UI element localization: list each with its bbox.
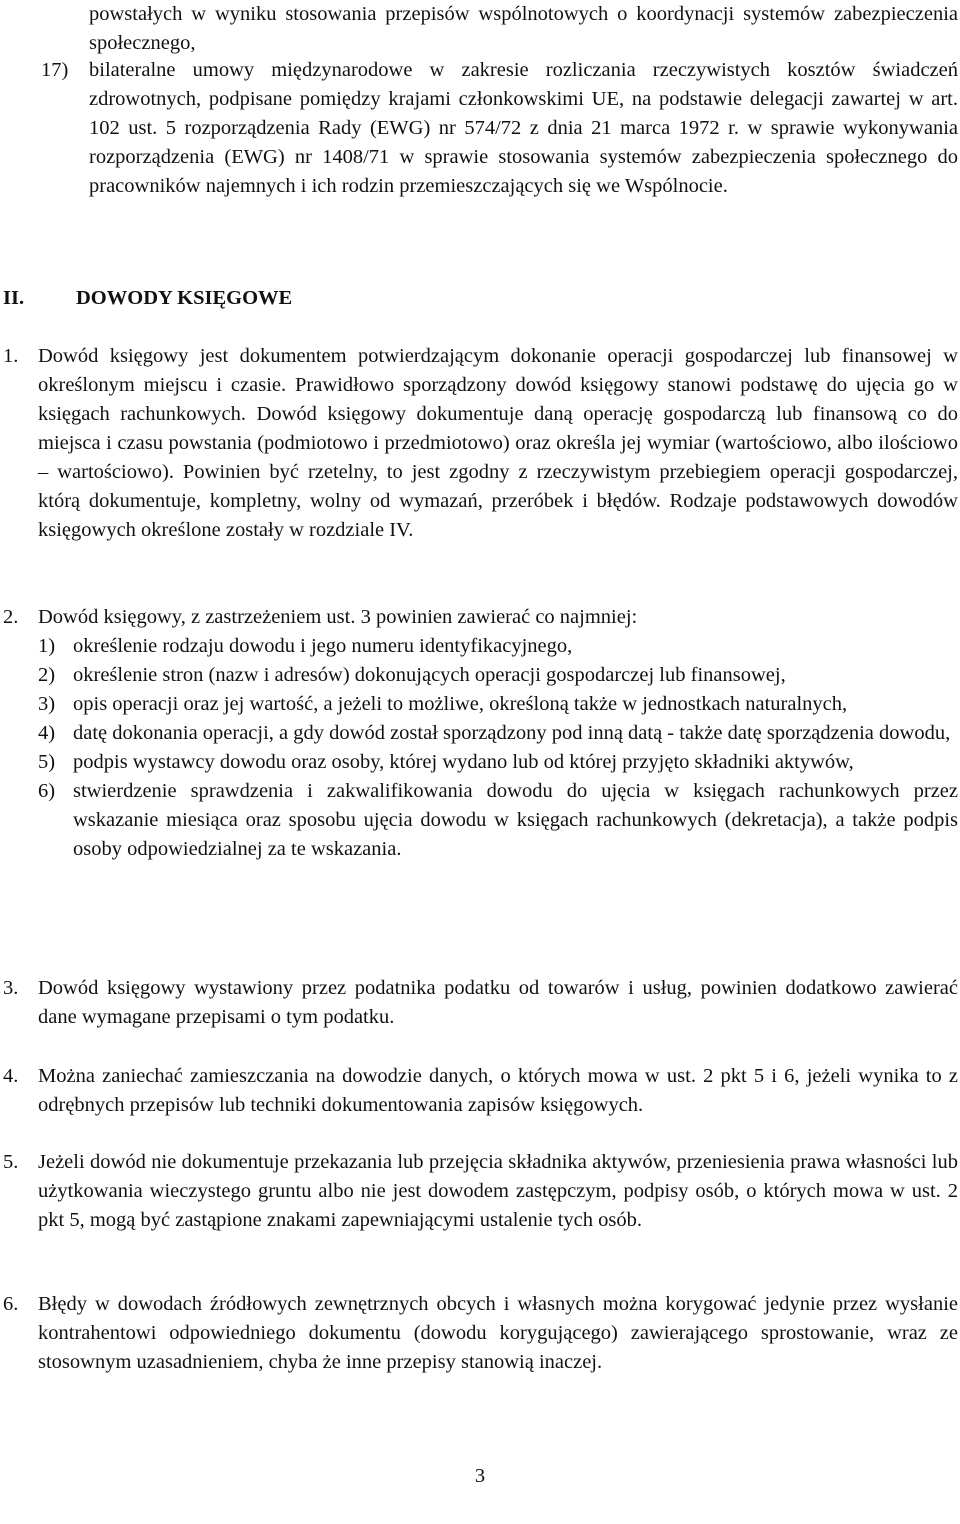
- paragraph-3: [3, 974, 958, 1032]
- list-item-text: podpis wystawcy dowodu oraz osoby, której wydano lub od której przyjęto składniki aktywów,: [73, 751, 854, 773]
- list-item: [38, 632, 958, 661]
- list-item: [38, 690, 958, 719]
- list-item-number: 5): [38, 751, 56, 773]
- section-heading: [3, 284, 292, 313]
- list-item-text: bilateralne umowy międzynarodowe w zakresie rozliczania rzeczywistych kosztów świadczeń zdrowotnych, podpisane pomiędzy krajami członkowskimi UE, na podstawie delegacji zawartej w art. 102 ust. 5 rozporządzenia Rady (EWG) nr 574/72 z dnia 21 marca 1972 r. w sprawie wykonywania rozporządzenia (EWG) nr 1408/71 w sprawie stosowania systemów zabezpieczenia społecznego do pracowników najemnych i ich rodzin przemieszczających się we Wspólnocie.: [89, 59, 958, 197]
- requirements-list: [38, 632, 958, 864]
- list-item-number: 1): [38, 635, 56, 657]
- section-title: DOWODY KSIĘGOWE: [76, 287, 293, 309]
- continuation-text: powstałych w wyniku stosowania przepisów wspólnotowych o koordynacji systemów zabezpieczenia społecznego,: [89, 3, 958, 54]
- paragraph-number: 3.: [3, 977, 19, 999]
- paragraph-text: Dowód księgowy, z zastrzeżeniem ust. 3 powinien zawierać co najmniej:: [38, 606, 638, 628]
- list-item-text: określenie stron (nazw i adresów) dokonujących operacji gospodarczej lub finansowej,: [73, 664, 786, 686]
- paragraph-4: [3, 1062, 958, 1120]
- list-item-text: datę dokonania operacji, a gdy dowód został sporządzony pod inną datą - także datę sporządzenia dowodu,: [73, 722, 951, 744]
- paragraph-5: [3, 1148, 958, 1235]
- list-item: [38, 777, 958, 864]
- list-item-number: 4): [38, 722, 56, 744]
- paragraph-text: Dowód księgowy jest dokumentem potwierdzającym dokonanie operacji gospodarczej lub finansowej w określonym miejscu i czasie. Prawidłowo sporządzony dowód księgowy stanowi podstawę do ujęcia go w księgach rachunkowych. Dowód księgowy dokumentuje daną operację gospodarczą lub finansową co do miejsca i czasu powstania (podmiotowo i przedmiotowo) oraz określa jej wymiar (wartościowo, albo ilościowo – wartościowo). Powinien być rzetelny, to jest zgodny z rzeczywistym przebiegiem operacji gospodarczej, którą dokumentuje, kompletny, wolny od wymazań, przeróbek i błędów. Rodzaje podstawowych dowodów księgowych określone zostały w rozdziale IV.: [38, 345, 958, 541]
- list-item-number: 2): [38, 664, 56, 686]
- list-item-text: opis operacji oraz jej wartość, a jeżeli to możliwe, określoną także w jednostkach naturalnych,: [73, 693, 848, 715]
- paragraph-2: [3, 603, 958, 632]
- paragraph-text: Błędy w dowodach źródłowych zewnętrznych obcych i własnych można korygować jedynie przez wysłanie kontrahentowi odpowiedniego dokumentu (dowodu korygującego) zawierającego sprostowanie, wraz ze stosownym uzasadnieniem, chyba że inne przepisy stanowią inaczej.: [38, 1293, 958, 1373]
- list-item-number: 6): [38, 780, 56, 802]
- paragraph-number: 1.: [3, 345, 19, 367]
- paragraph-text: Dowód księgowy wystawiony przez podatnika podatku od towarów i usług, powinien dodatkowo zawierać dane wymagane przepisami o tym podatku.: [38, 977, 958, 1028]
- section-number: II.: [3, 287, 25, 309]
- list-item-17: [41, 56, 958, 201]
- paragraph-number: 5.: [3, 1151, 19, 1173]
- paragraph-text: Można zaniechać zamieszczania na dowodzie danych, o których mowa w ust. 2 pkt 5 i 6, jeżeli wynika to z odrębnych przepisów lub techniki dokumentowania zapisów księgowych.: [38, 1065, 958, 1116]
- list-item: [38, 719, 958, 748]
- list-item-number: 17): [41, 59, 69, 81]
- paragraph-number: 2.: [3, 606, 19, 628]
- list-item-number: 3): [38, 693, 56, 715]
- page-number: 3: [474, 1465, 486, 1487]
- list-item: [38, 748, 958, 777]
- list-item-text: określenie rodzaju dowodu i jego numeru identyfikacyjnego,: [73, 635, 573, 657]
- paragraph-text: Jeżeli dowód nie dokumentuje przekazania lub przejęcia składnika aktywów, przeniesienia prawa własności lub użytkowania wieczystego gruntu albo nie jest dowodem zastępczym, podpisy osób, o których mowa w ust. 2 pkt 5, mogą być zastąpione znakami zapewniającymi ustalenie tych osób.: [38, 1151, 958, 1231]
- list-item: [38, 661, 958, 690]
- list-item-text: stwierdzenie sprawdzenia i zakwalifikowania dowodu do ujęcia w księgach rachunkowych przez wskazanie miesiąca oraz sposobu ujęcia dowodu w księgach rachunkowych (dekretacja), a także podpis osoby odpowiedzialnej za te wskazania.: [73, 780, 958, 860]
- paragraph-1: [3, 342, 958, 545]
- paragraph-number: 4.: [3, 1065, 19, 1087]
- paragraph-6: [3, 1290, 958, 1377]
- paragraph-number: 6.: [3, 1293, 19, 1315]
